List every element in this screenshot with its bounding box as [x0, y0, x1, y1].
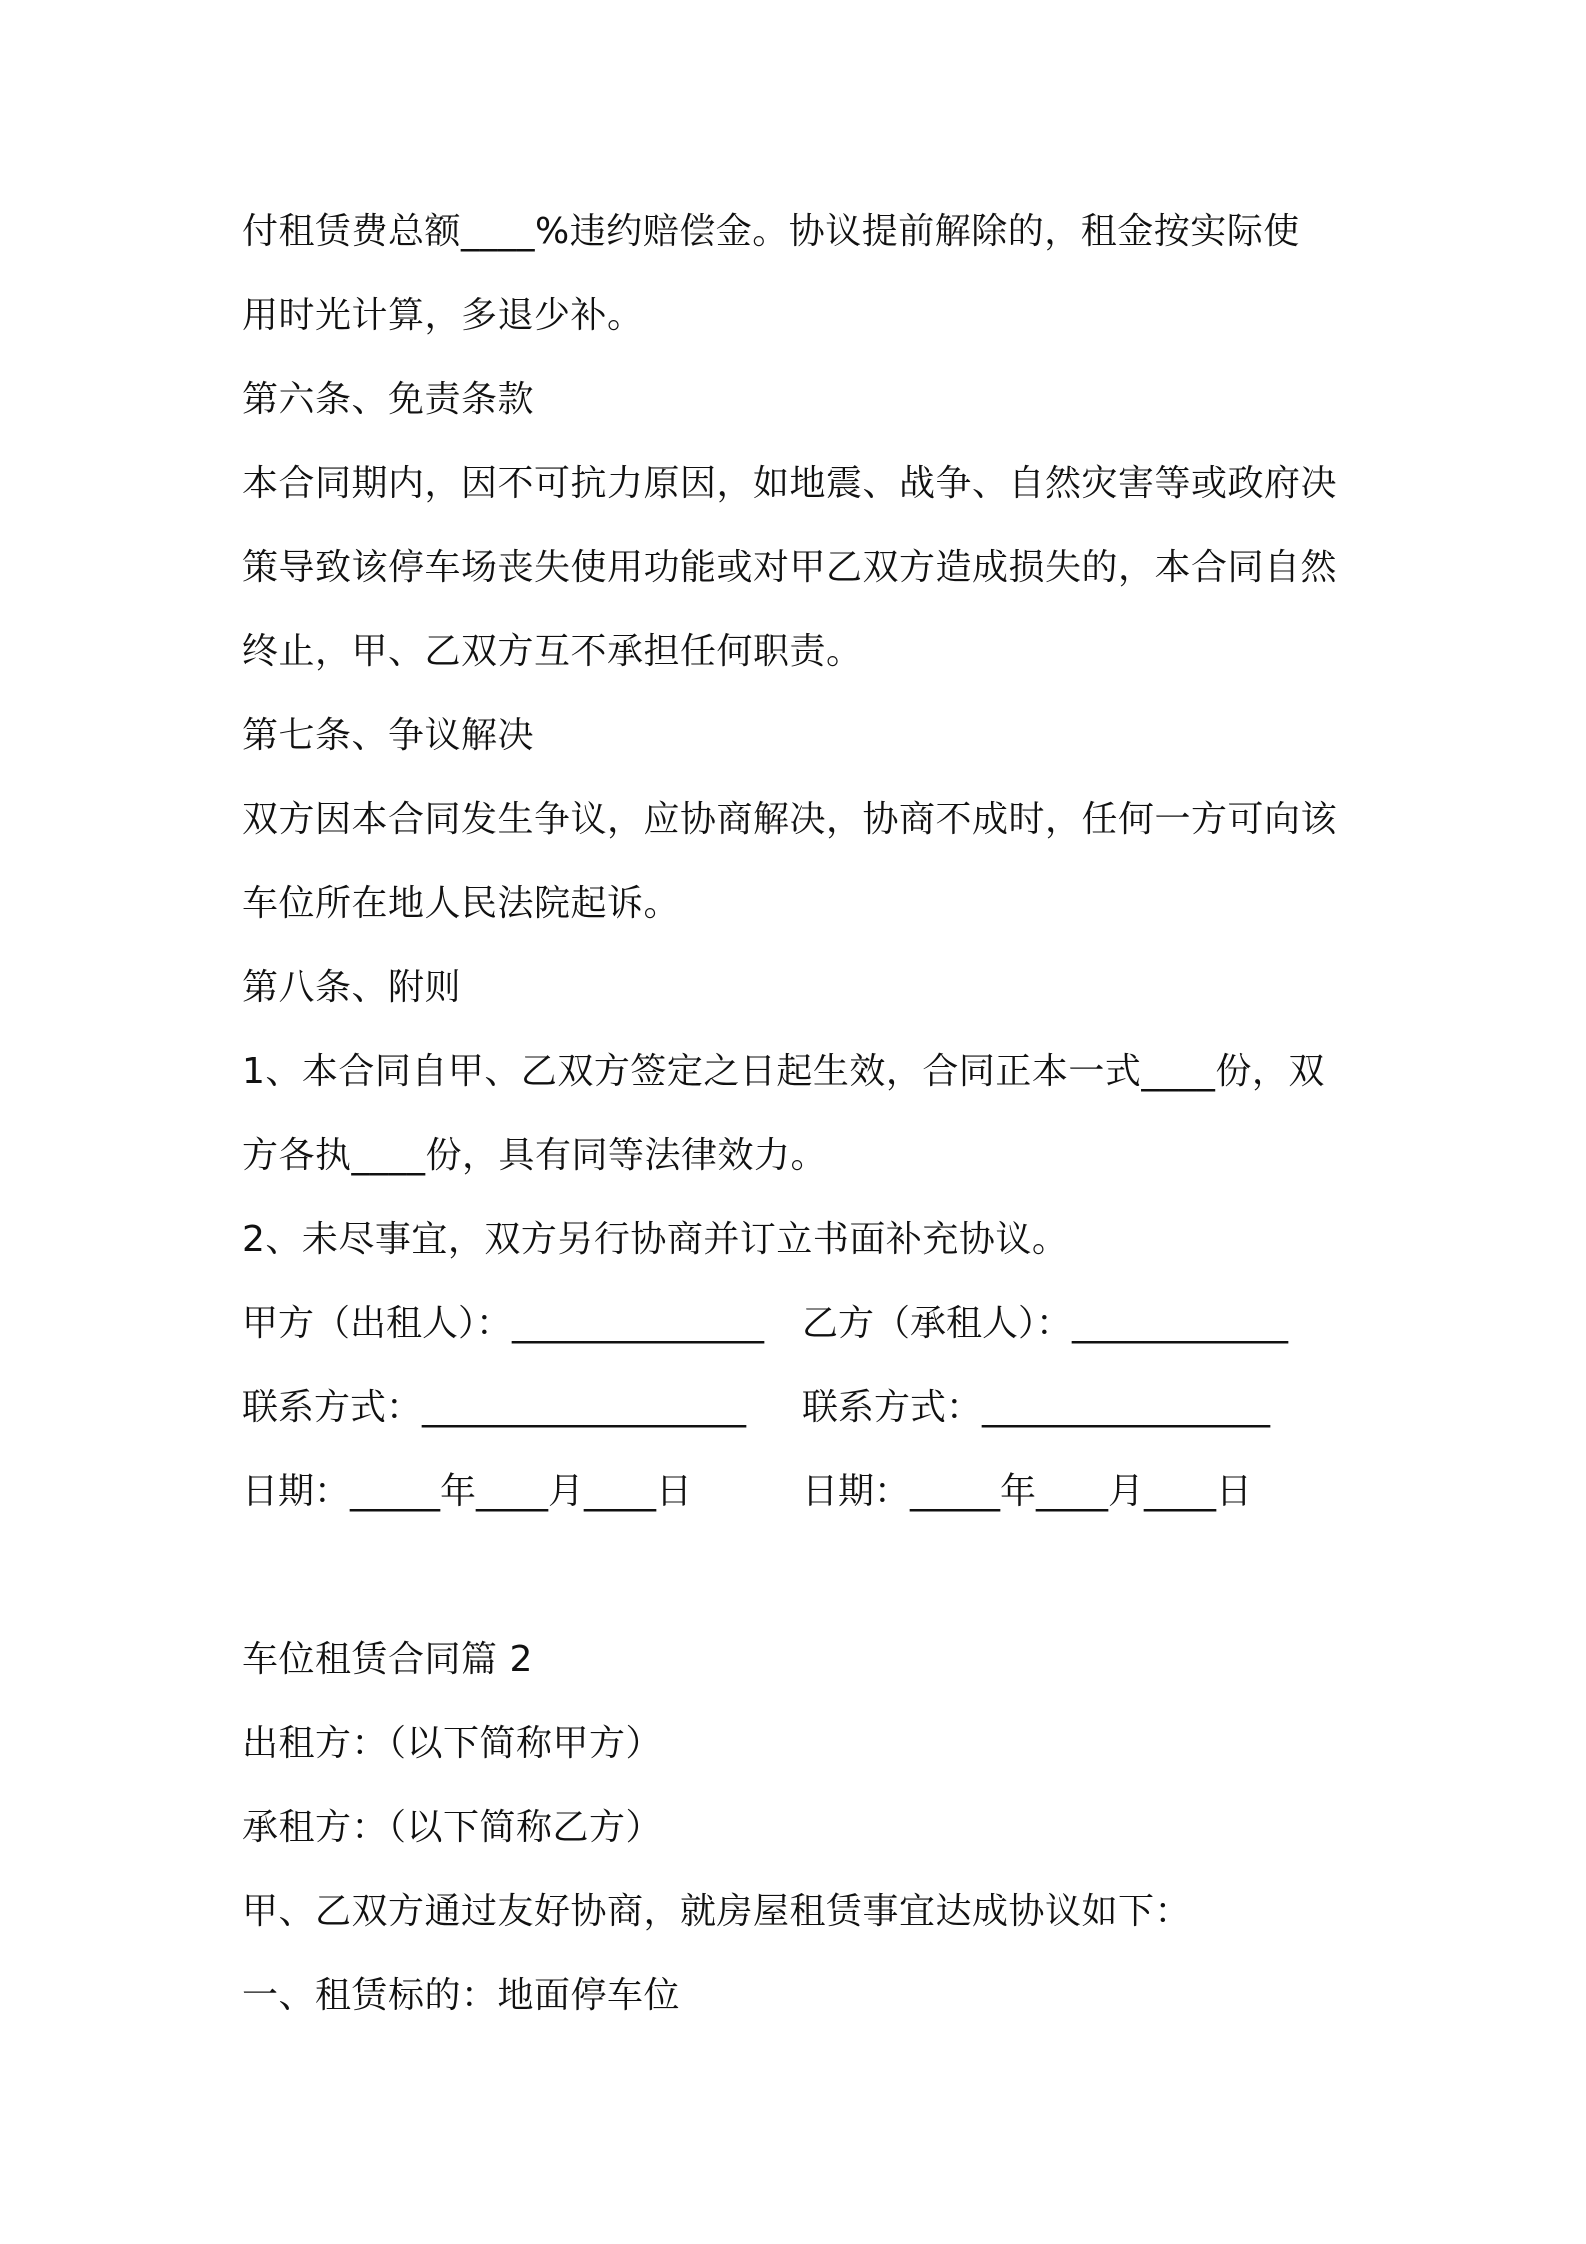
paragraph-line: 本合同期内，因不可抗力原因，如地震、战争、自然灾害等或政府决: [242, 463, 1338, 504]
party-b-contact: 联系方式：________________: [802, 1387, 1271, 1428]
party-a-signature: 甲方（出租人）：______________: [242, 1303, 765, 1344]
signature-party-row: [242, 1282, 1362, 1366]
signature-date-row: [242, 1450, 1362, 1534]
signature-contact-row: [242, 1366, 1362, 1450]
section-spacer: [242, 1534, 1362, 1618]
document-body: [242, 190, 1362, 2038]
paragraph-line: 双方因本合同发生争议，应协商解决，协商不成时，任何一方可向该: [242, 799, 1338, 840]
paragraph-line: 甲、乙双方通过友好协商，就房屋租赁事宜达成协议如下：: [242, 1891, 1192, 1932]
section-heading: 第七条、争议解决: [242, 715, 535, 756]
paragraph-line: 用时光计算，多退少补。: [242, 295, 644, 336]
paragraph-line: 车位所在地人民法院起诉。: [242, 883, 681, 924]
paragraph-line: 承租方：（以下简称乙方）: [242, 1807, 663, 1848]
paragraph-line: 2、未尽事宜，双方另行协商并订立书面补充协议。: [242, 1219, 1069, 1260]
paragraph-line: 1、本合同自甲、乙双方签定之日起生效，合同正本一式____份，双: [242, 1051, 1325, 1092]
section-heading: 第八条、附则: [242, 967, 462, 1008]
paragraph-line: 出租方：（以下简称甲方）: [242, 1723, 663, 1764]
paragraph-line: 方各执____份，具有同等法律效力。: [242, 1135, 828, 1176]
party-a-date: 日期：_____年____月____日: [242, 1471, 693, 1512]
paragraph-line: 策导致该停车场丧失使用功能或对甲乙双方造成损失的，本合同自然: [242, 547, 1338, 588]
party-b-signature: 乙方（承租人）：____________: [802, 1303, 1289, 1344]
document-title: 车位租赁合同篇 2: [242, 1639, 533, 1680]
paragraph-line: 付租赁费总额____%违约赔偿金。协议提前解除的，租金按实际使: [242, 211, 1300, 252]
section-heading: 第六条、免责条款: [242, 379, 535, 420]
paragraph-line: 终止，甲、乙双方互不承担任何职责。: [242, 631, 863, 672]
paragraph-line: 一、租赁标的：地面停车位: [242, 1975, 681, 2016]
party-b-date: 日期：_____年____月____日: [802, 1471, 1253, 1512]
party-a-contact: 联系方式：__________________: [242, 1387, 747, 1428]
